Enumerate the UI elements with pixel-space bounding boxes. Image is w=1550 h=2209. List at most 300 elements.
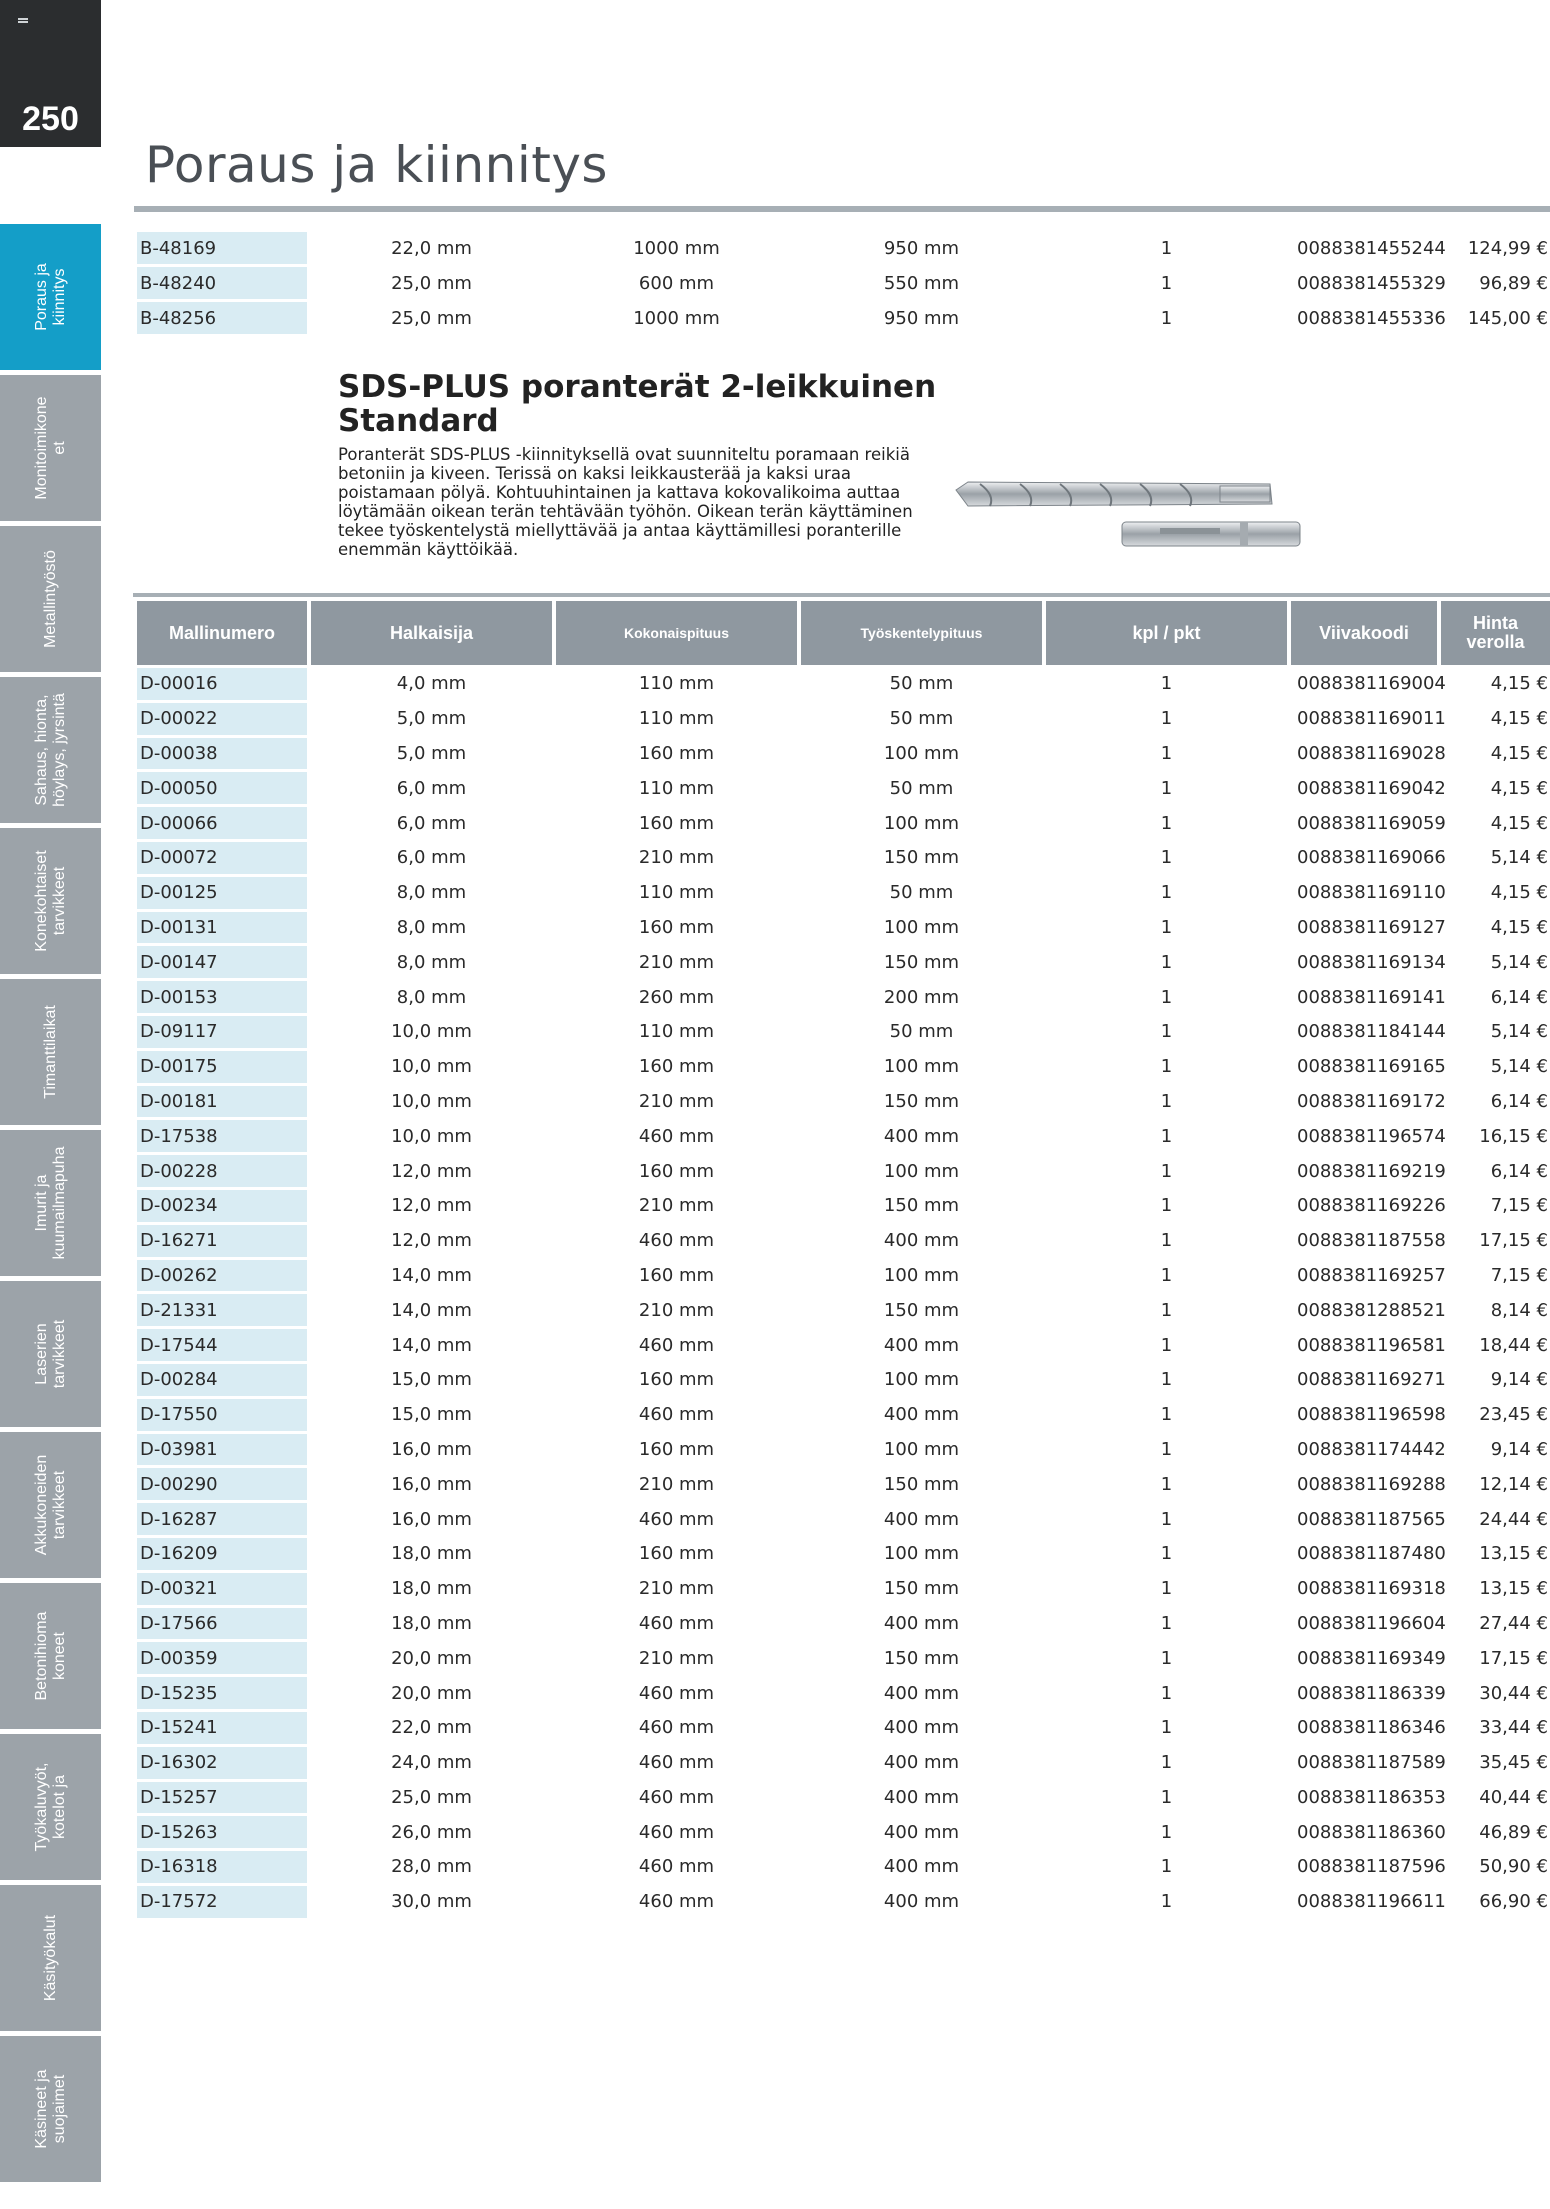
pieces-per-pack-cell: 1 — [1160, 708, 1173, 730]
diameter-cell: 10,0 mm — [391, 1056, 472, 1078]
working-length-cell: 150 mm — [883, 1473, 960, 1495]
barcode-cell: 0088381187480 — [1297, 1543, 1446, 1565]
model-number-cell: D-00290 — [137, 1468, 307, 1500]
price-cell: 24,44 € — [1479, 1508, 1548, 1530]
diameter-cell: 5,0 mm — [396, 742, 467, 764]
working-length-cell: 150 mm — [883, 951, 960, 973]
working-length-cell: 100 mm — [883, 1264, 960, 1286]
pieces-per-pack-cell: 1 — [1160, 1404, 1173, 1426]
total-length-cell: 600 mm — [638, 272, 715, 294]
sidebar-tab[interactable] — [0, 979, 101, 1128]
pieces-per-pack-cell: 1 — [1160, 1334, 1173, 1356]
model-number-cell: D-00153 — [137, 981, 307, 1013]
model-number-cell: D-00125 — [137, 877, 307, 909]
barcode-cell: 0088381169257 — [1297, 1264, 1446, 1286]
pieces-per-pack-cell: 1 — [1160, 1543, 1173, 1565]
total-length-header: Kokonaispituus — [556, 601, 797, 665]
working-length-cell: 150 mm — [883, 1090, 960, 1112]
price-cell: 5,14 € — [1490, 951, 1548, 973]
barcode-cell: 0088381169011 — [1297, 708, 1446, 730]
model-number-cell: D-17538 — [137, 1120, 307, 1152]
total-length-cell: 460 mm — [638, 1821, 715, 1843]
total-length-cell: 160 mm — [638, 1056, 715, 1078]
model-number-header: Mallinumero — [137, 601, 307, 665]
working-length-cell: 400 mm — [883, 1856, 960, 1878]
diameter-cell: 10,0 mm — [391, 1090, 472, 1112]
table-row — [137, 1712, 1550, 1744]
diameter-cell: 15,0 mm — [391, 1369, 472, 1391]
sidebar-tab-label: Monitoimikone et — [32, 396, 68, 500]
total-length-cell: 160 mm — [638, 916, 715, 938]
barcode-cell: 0088381455329 — [1297, 272, 1446, 294]
model-number-cell: D-00321 — [137, 1573, 307, 1605]
total-length-cell: 460 mm — [638, 1717, 715, 1739]
barcode-cell: 0088381196598 — [1297, 1404, 1446, 1426]
pieces-per-pack-cell: 1 — [1160, 1891, 1173, 1913]
total-length-cell: 210 mm — [638, 1578, 715, 1600]
price-cell: 7,15 € — [1490, 1264, 1548, 1286]
model-number-cell: D-00050 — [137, 772, 307, 804]
total-length-cell: 160 mm — [638, 1543, 715, 1565]
barcode-header: Viivakoodi — [1291, 601, 1437, 665]
pieces-per-pack-cell: 1 — [1160, 1856, 1173, 1878]
table-row — [137, 668, 1550, 700]
total-length-cell: 460 mm — [638, 1334, 715, 1356]
model-number-cell: D-00066 — [137, 807, 307, 839]
model-number-cell: D-15257 — [137, 1782, 307, 1814]
diameter-cell: 15,0 mm — [391, 1404, 472, 1426]
table-row — [137, 842, 1550, 874]
sidebar-tab-label: Työkaluvyöt, kotelot ja — [32, 1762, 68, 1852]
working-length-cell: 400 mm — [883, 1717, 960, 1739]
table-row — [137, 877, 1550, 909]
pieces-per-pack-cell: 1 — [1160, 1473, 1173, 1495]
total-length-cell: 160 mm — [638, 1160, 715, 1182]
model-number-cell: D-00072 — [137, 842, 307, 874]
price-cell: 46,89 € — [1479, 1821, 1548, 1843]
working-length-cell: 100 mm — [883, 1369, 960, 1391]
product-table — [133, 598, 1550, 1921]
total-length-cell: 160 mm — [638, 812, 715, 834]
model-number-cell: D-17550 — [137, 1399, 307, 1431]
total-length-cell: 460 mm — [638, 1404, 715, 1426]
pieces-per-pack-cell: 1 — [1160, 1821, 1173, 1843]
total-length-cell: 460 mm — [638, 1230, 715, 1252]
diameter-cell: 12,0 mm — [391, 1195, 472, 1217]
diameter-cell: 4,0 mm — [396, 673, 467, 695]
pieces-per-pack-cell: 1 — [1160, 1021, 1173, 1043]
total-length-cell: 110 mm — [638, 708, 715, 730]
pieces-per-pack-cell: 1 — [1160, 812, 1173, 834]
diameter-cell: 24,0 mm — [391, 1752, 472, 1774]
title-divider — [134, 206, 1550, 212]
sidebar-tab-label: Timanttilaikat — [41, 1005, 59, 1099]
model-number-cell: D-00038 — [137, 738, 307, 770]
model-number-cell: D-00022 — [137, 703, 307, 735]
working-length-cell: 150 mm — [883, 1299, 960, 1321]
total-length-cell: 210 mm — [638, 847, 715, 869]
barcode-cell: 0088381169226 — [1297, 1195, 1446, 1217]
price-cell: 96,89 € — [1479, 272, 1548, 294]
section-title: SDS-PLUS poranterät 2-leikkuinen Standard — [338, 369, 937, 439]
working-length-cell: 400 mm — [883, 1230, 960, 1252]
table-row — [137, 1086, 1550, 1118]
diameter-cell: 28,0 mm — [391, 1856, 472, 1878]
table-row — [137, 1399, 1550, 1431]
pieces-per-pack-cell: 1 — [1160, 272, 1173, 294]
working-length-cell: 50 mm — [889, 673, 954, 695]
price-cell: 66,90 € — [1479, 1891, 1548, 1913]
working-length-cell: 400 mm — [883, 1821, 960, 1843]
barcode-cell: 0088381184144 — [1297, 1021, 1446, 1043]
barcode-cell: 0088381186339 — [1297, 1682, 1446, 1704]
diameter-cell: 16,0 mm — [391, 1508, 472, 1530]
pieces-per-pack-cell: 1 — [1160, 742, 1173, 764]
table-row — [137, 1747, 1550, 1779]
section-description: Poranterät SDS-PLUS -kiinnityksellä ovat suunniteltu poramaan reikiä betoniin ja kiveen. Terissä on kaksi leikkausterää ja kaksi uraa poistamaan pölyä. Kohtuuhintainen ja kattava kokovalikoima auttaa löytämään oikean terän tehtävään työhön. Oikean terän käyttäminen tekee työskentelystä miellyttävää ja antaa käyttämillesi poranterille enemmän käyttöikää. — [338, 445, 913, 559]
table-row — [137, 946, 1550, 978]
diameter-cell: 14,0 mm — [391, 1264, 472, 1286]
price-cell: 4,15 € — [1490, 916, 1548, 938]
model-number-cell: D-00147 — [137, 946, 307, 978]
pieces-per-pack-cell: 1 — [1160, 1508, 1173, 1530]
table-row — [137, 1642, 1550, 1674]
model-number-cell: D-16318 — [137, 1851, 307, 1883]
table-row — [137, 1294, 1550, 1326]
menu-icon[interactable] — [18, 18, 28, 23]
diameter-cell: 25,0 mm — [391, 1786, 472, 1808]
diameter-cell: 16,0 mm — [391, 1473, 472, 1495]
working-length-cell: 100 mm — [883, 916, 960, 938]
total-length-cell: 210 mm — [638, 1299, 715, 1321]
model-number-cell: D-17572 — [137, 1886, 307, 1918]
barcode-cell: 0088381169134 — [1297, 951, 1446, 973]
model-number-cell: B-48256 — [137, 302, 307, 334]
working-length-cell: 100 mm — [883, 1160, 960, 1182]
barcode-cell: 0088381186353 — [1297, 1786, 1446, 1808]
barcode-cell: 0088381169318 — [1297, 1578, 1446, 1600]
barcode-cell: 0088381169127 — [1297, 916, 1446, 938]
model-number-cell: D-15263 — [137, 1816, 307, 1848]
diameter-cell: 8,0 mm — [396, 882, 467, 904]
price-cell: 35,45 € — [1479, 1752, 1548, 1774]
sidebar-tab[interactable] — [0, 1281, 101, 1430]
price-cell: 40,44 € — [1479, 1786, 1548, 1808]
diameter-cell: 8,0 mm — [396, 951, 467, 973]
pieces-per-pack-cell: 1 — [1160, 1786, 1173, 1808]
working-length-cell: 950 mm — [883, 237, 960, 259]
price-cell: 124,99 € — [1467, 237, 1548, 259]
table-row — [137, 1016, 1550, 1048]
table-row — [137, 703, 1550, 735]
working-length-cell: 50 mm — [889, 882, 954, 904]
working-length-cell: 150 mm — [883, 847, 960, 869]
total-length-cell: 460 mm — [638, 1682, 715, 1704]
table-row — [137, 1503, 1550, 1535]
pieces-per-pack-cell: 1 — [1160, 777, 1173, 799]
model-number-cell: D-15235 — [137, 1677, 307, 1709]
working-length-cell: 100 mm — [883, 1056, 960, 1078]
price-cell: 5,14 € — [1490, 847, 1548, 869]
pieces-per-pack-cell: 1 — [1160, 1647, 1173, 1669]
page-number-block — [0, 0, 101, 147]
sidebar-tab-label: Sahaus, hionta, höylays, jyrsintä — [32, 693, 68, 807]
continued-product-table — [133, 229, 1550, 337]
total-length-cell: 210 mm — [638, 1473, 715, 1495]
model-number-cell: D-16209 — [137, 1538, 307, 1570]
diameter-cell: 26,0 mm — [391, 1821, 472, 1843]
sidebar-tab[interactable] — [0, 1130, 101, 1279]
diameter-cell: 30,0 mm — [391, 1891, 472, 1913]
total-length-cell: 160 mm — [638, 1438, 715, 1460]
pieces-per-pack-cell: 1 — [1160, 1369, 1173, 1391]
sidebar-tab-label: Betonihioma koneet — [32, 1611, 68, 1701]
drill-bit-image — [950, 470, 1350, 555]
sidebar-tab[interactable] — [0, 1583, 101, 1732]
table-row — [137, 1155, 1550, 1187]
table-row — [137, 1434, 1550, 1466]
price-cell: 4,15 € — [1490, 777, 1548, 799]
barcode-cell: 0088381455244 — [1297, 237, 1446, 259]
price-cell: 23,45 € — [1479, 1404, 1548, 1426]
price-cell: 7,15 € — [1490, 1195, 1548, 1217]
sidebar-tab-label: Imurit ja kuumailmapuha — [32, 1146, 68, 1260]
total-length-cell: 460 mm — [638, 1508, 715, 1530]
diameter-cell: 6,0 mm — [396, 847, 467, 869]
sidebar-tab[interactable] — [0, 2036, 101, 2185]
table-row — [137, 981, 1550, 1013]
total-length-cell: 260 mm — [638, 986, 715, 1008]
pieces-per-pack-cell: 1 — [1160, 1438, 1173, 1460]
table-row — [137, 1051, 1550, 1083]
price-cell: 6,14 € — [1490, 1160, 1548, 1182]
working-length-cell: 400 mm — [883, 1508, 960, 1530]
working-length-cell: 50 mm — [889, 777, 954, 799]
table-row — [137, 1677, 1550, 1709]
pieces-per-pack-cell: 1 — [1160, 1195, 1173, 1217]
pieces-per-pack-cell: 1 — [1160, 1056, 1173, 1078]
diameter-cell: 20,0 mm — [391, 1647, 472, 1669]
model-number-cell: D-17566 — [137, 1608, 307, 1640]
sidebar-tab-label: Käsityökalut — [41, 1914, 59, 2002]
price-cell: 17,15 € — [1479, 1230, 1548, 1252]
price-cell: 27,44 € — [1479, 1612, 1548, 1634]
working-length-cell: 400 mm — [883, 1612, 960, 1634]
model-number-cell: D-16302 — [137, 1747, 307, 1779]
model-number-cell: D-00131 — [137, 912, 307, 944]
diameter-cell: 22,0 mm — [391, 237, 472, 259]
diameter-cell: 16,0 mm — [391, 1438, 472, 1460]
total-length-cell: 110 mm — [638, 882, 715, 904]
pieces-per-pack-cell: 1 — [1160, 916, 1173, 938]
price-cell: 33,44 € — [1479, 1717, 1548, 1739]
pieces-per-pack-cell: 1 — [1160, 307, 1173, 329]
barcode-cell: 0088381169271 — [1297, 1369, 1446, 1391]
pieces-per-pack-cell: 1 — [1160, 986, 1173, 1008]
pieces-per-pack-header: kpl / pkt — [1046, 601, 1287, 665]
total-length-cell: 460 mm — [638, 1612, 715, 1634]
price-cell: 5,14 € — [1490, 1056, 1548, 1078]
table-row — [137, 1120, 1550, 1152]
barcode-cell: 0088381187558 — [1297, 1230, 1446, 1252]
working-length-cell: 400 mm — [883, 1752, 960, 1774]
sidebar-tab[interactable] — [0, 1432, 101, 1581]
sidebar-tab[interactable] — [0, 677, 101, 826]
table-row — [137, 302, 1550, 334]
sidebar-tab[interactable] — [0, 526, 101, 675]
price-cell: 9,14 € — [1490, 1369, 1548, 1391]
barcode-cell: 0088381174442 — [1297, 1438, 1446, 1460]
sidebar-tab[interactable] — [0, 1885, 101, 2034]
working-length-cell: 550 mm — [883, 272, 960, 294]
table-row — [137, 267, 1550, 299]
table-row — [137, 1538, 1550, 1570]
working-length-cell: 400 mm — [883, 1334, 960, 1356]
table-header-row — [137, 601, 1550, 665]
barcode-cell: 0088381196574 — [1297, 1125, 1446, 1147]
price-cell: 17,15 € — [1479, 1647, 1548, 1669]
table-row — [137, 738, 1550, 770]
barcode-cell: 0088381196581 — [1297, 1334, 1446, 1356]
price-cell: 8,14 € — [1490, 1299, 1548, 1321]
sidebar-tab-label: Käsineet ja suojaimet — [32, 2069, 68, 2149]
diameter-cell: 10,0 mm — [391, 1125, 472, 1147]
price-cell: 13,15 € — [1479, 1543, 1548, 1565]
working-length-cell: 150 mm — [883, 1195, 960, 1217]
table-row — [137, 1364, 1550, 1396]
diameter-cell: 6,0 mm — [396, 777, 467, 799]
barcode-cell: 0088381169219 — [1297, 1160, 1446, 1182]
model-number-cell: D-00016 — [137, 668, 307, 700]
diameter-cell: 18,0 mm — [391, 1578, 472, 1600]
diameter-cell: 22,0 mm — [391, 1717, 472, 1739]
total-length-cell: 460 mm — [638, 1891, 715, 1913]
price-cell: 4,15 € — [1490, 882, 1548, 904]
model-number-cell: D-00359 — [137, 1642, 307, 1674]
table-row — [137, 1468, 1550, 1500]
barcode-cell: 0088381288521 — [1297, 1299, 1446, 1321]
sidebar-tab-label: Konekohtaiset tarvikkeet — [32, 850, 68, 952]
diameter-header: Halkaisija — [311, 601, 552, 665]
diameter-cell: 8,0 mm — [396, 986, 467, 1008]
barcode-cell: 0088381196611 — [1297, 1891, 1446, 1913]
working-length-cell: 100 mm — [883, 812, 960, 834]
pieces-per-pack-cell: 1 — [1160, 1230, 1173, 1252]
barcode-cell: 0088381169141 — [1297, 986, 1446, 1008]
price-cell: 9,14 € — [1490, 1438, 1548, 1460]
sidebar-tab[interactable] — [0, 224, 101, 373]
pieces-per-pack-cell: 1 — [1160, 1160, 1173, 1182]
page-title: Poraus ja kiinnitys — [145, 136, 608, 194]
price-cell: 18,44 € — [1479, 1334, 1548, 1356]
working-length-cell: 400 mm — [883, 1786, 960, 1808]
barcode-cell: 0088381169165 — [1297, 1056, 1446, 1078]
working-length-cell: 400 mm — [883, 1404, 960, 1426]
barcode-cell: 0088381169349 — [1297, 1647, 1446, 1669]
diameter-cell: 5,0 mm — [396, 708, 467, 730]
working-length-cell: 150 mm — [883, 1578, 960, 1600]
table-row — [137, 232, 1550, 264]
model-number-cell: D-15241 — [137, 1712, 307, 1744]
model-number-cell: B-48240 — [137, 267, 307, 299]
table-row — [137, 807, 1550, 839]
diameter-cell: 25,0 mm — [391, 307, 472, 329]
working-length-cell: 400 mm — [883, 1891, 960, 1913]
total-length-cell: 160 mm — [638, 742, 715, 764]
model-number-cell: D-17544 — [137, 1329, 307, 1361]
working-length-header: Työskentelypituus — [801, 601, 1042, 665]
total-length-cell: 210 mm — [638, 1090, 715, 1112]
total-length-cell: 210 mm — [638, 951, 715, 973]
total-length-cell: 110 mm — [638, 1021, 715, 1043]
table-row — [137, 1260, 1550, 1292]
working-length-cell: 950 mm — [883, 307, 960, 329]
price-cell: 6,14 € — [1490, 1090, 1548, 1112]
diameter-cell: 8,0 mm — [396, 916, 467, 938]
table-row — [137, 1886, 1550, 1918]
model-number-cell: D-00234 — [137, 1190, 307, 1222]
diameter-cell: 14,0 mm — [391, 1334, 472, 1356]
diameter-cell: 20,0 mm — [391, 1682, 472, 1704]
diameter-cell: 25,0 mm — [391, 272, 472, 294]
pieces-per-pack-cell: 1 — [1160, 1264, 1173, 1286]
model-number-cell: D-03981 — [137, 1434, 307, 1466]
barcode-cell: 0088381169288 — [1297, 1473, 1446, 1495]
sidebar-tab-label: Akkukoneiden tarvikkeet — [32, 1454, 68, 1556]
barcode-cell: 0088381169110 — [1297, 882, 1446, 904]
model-number-cell: D-00284 — [137, 1364, 307, 1396]
total-length-cell: 460 mm — [638, 1856, 715, 1878]
price-cell: 4,15 € — [1490, 812, 1548, 834]
price-header: Hinta verolla — [1441, 601, 1550, 665]
sidebar-tab-label: Poraus ja kiinnitys — [32, 263, 68, 331]
model-number-cell: D-00262 — [137, 1260, 307, 1292]
table-row — [137, 1608, 1550, 1640]
price-cell: 30,44 € — [1479, 1682, 1548, 1704]
working-length-cell: 200 mm — [883, 986, 960, 1008]
price-cell: 145,00 € — [1467, 307, 1548, 329]
total-length-cell: 210 mm — [638, 1647, 715, 1669]
price-cell: 12,14 € — [1479, 1473, 1548, 1495]
diameter-cell: 18,0 mm — [391, 1612, 472, 1634]
total-length-cell: 110 mm — [638, 777, 715, 799]
barcode-cell: 0088381186346 — [1297, 1717, 1446, 1739]
working-length-cell: 100 mm — [883, 1543, 960, 1565]
barcode-cell: 0088381455336 — [1297, 307, 1446, 329]
model-number-cell: D-00228 — [137, 1155, 307, 1187]
sidebar-tab[interactable] — [0, 828, 101, 977]
total-length-cell: 1000 mm — [633, 237, 720, 259]
sidebar-tab-label: Metallintyöstö — [41, 550, 59, 648]
working-length-cell: 100 mm — [883, 742, 960, 764]
sidebar-tab-label: Laserien tarvikkeet — [32, 1319, 68, 1389]
section-divider — [133, 593, 1550, 597]
diameter-cell: 12,0 mm — [391, 1160, 472, 1182]
barcode-cell: 0088381169066 — [1297, 847, 1446, 869]
barcode-cell: 0088381169028 — [1297, 742, 1446, 764]
table-row — [137, 912, 1550, 944]
sidebar-tab[interactable] — [0, 375, 101, 524]
pieces-per-pack-cell: 1 — [1160, 1612, 1173, 1634]
table-row — [137, 1816, 1550, 1848]
model-number-cell: D-09117 — [137, 1016, 307, 1048]
model-number-cell: D-16287 — [137, 1503, 307, 1535]
diameter-cell: 12,0 mm — [391, 1230, 472, 1252]
barcode-cell: 0088381169042 — [1297, 777, 1446, 799]
sidebar — [0, 0, 101, 2209]
total-length-cell: 1000 mm — [633, 307, 720, 329]
sidebar-tab[interactable] — [0, 1734, 101, 1883]
